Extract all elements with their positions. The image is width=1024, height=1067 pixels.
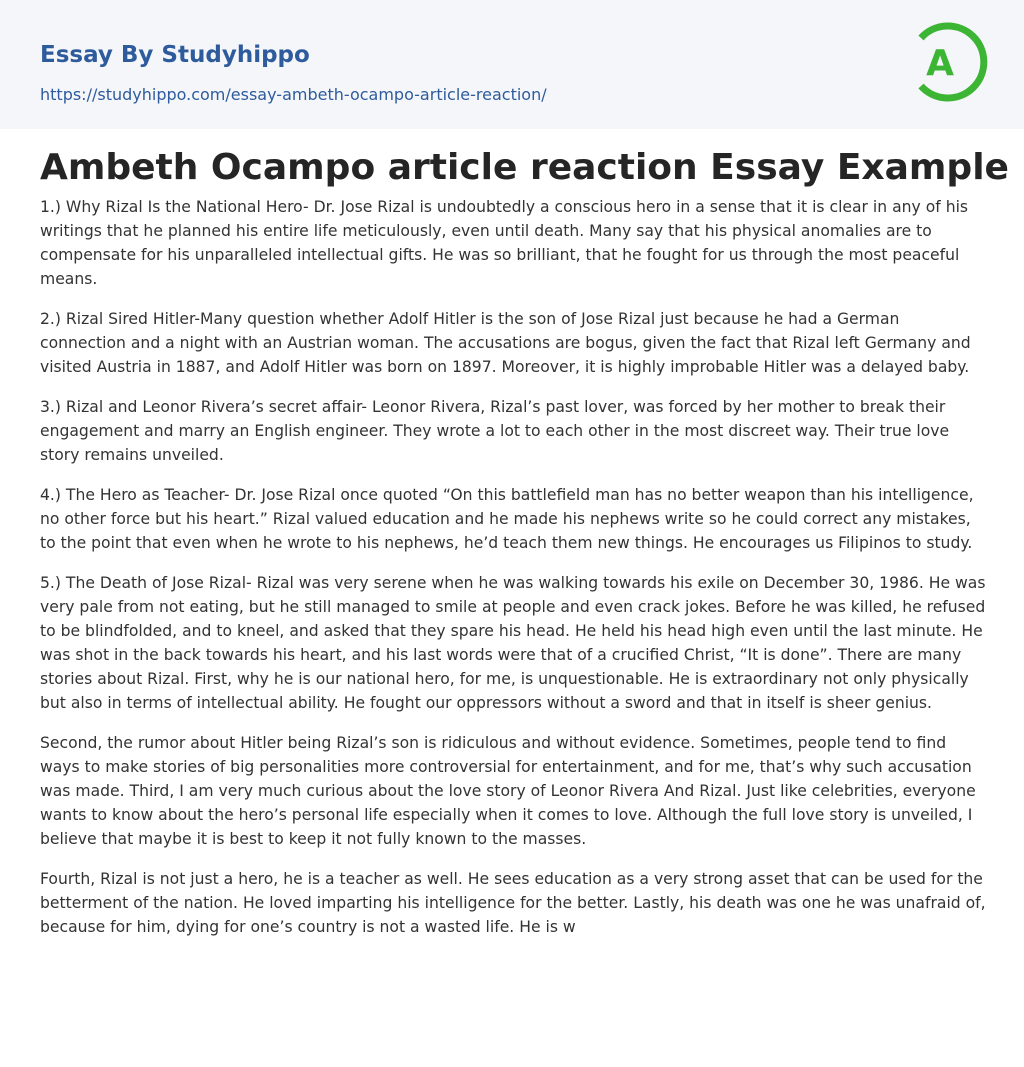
essay-paragraph: 1.) Why Rizal Is the National Hero- Dr. Jose Rizal is undoubtedly a conscious hero in a sense that it is clear in any of his writings that he planned his entire life meticulously, even until death. Many say that his physical anomalies are to compensate for his unparalleled intellectual gifts. He was so brilliant, that he fought for us through the most peaceful means.	[40, 198, 969, 288]
essay-paragraph: Fourth, Rizal is not just a hero, he is a teacher as well. He sees education as a very strong asset that can be used for the betterment of the nation. He loved imparting his intelligence for the better. Lastly, his death was one he was unafraid of, because for him, dying for one’s country is not a wasted life. He is w	[40, 870, 986, 936]
site-header	[0, 0, 1024, 129]
essay-paragraph: 5.) The Death of Jose Rizal- Rizal was very serene when he was walking towards his exile on December 30, 1986. He was very pale from not eating, but he still managed to smile at people and even crack jokes. Before he was killed, he refused to be blindfolded, and to kneel, and asked that they spare his head. He held his head high even until the last minute. He was shot in the back towards his heart, and his last words were that of a crucified Christ, “It is done”. There are many stories about Rizal. First, why he is our national hero, for me, is unquestionable. He is extraordinary not only physically but also in terms of intellectual ability. He fought our oppressors without a sword and that in itself is sheer genius.	[40, 574, 986, 712]
logo-letter: A	[926, 43, 954, 84]
essay-paragraph: Second, the rumor about Hitler being Rizal’s son is ridiculous and without evidence. Sometimes, people tend to find ways to make stories of big personalities more controversial for entertainment, and for me, that’s why such accusation was made. Third, I am very much curious about the love story of Leonor Rivera And Rizal. Just like celebrities, everyone wants to know about the hero’s personal life especially when it comes to love. Although the full love story is unveiled, I believe that maybe it is best to keep it not fully known to the masses.	[40, 734, 976, 848]
essay-paragraph: 2.) Rizal Sired Hitler-Many question whether Adolf Hitler is the son of Jose Rizal just because he had a German connection and a night with an Austrian woman. The accusations are bogus, given the fact that Rizal left Germany and visited Austria in 1887, and Adolf Hitler was born on 1897. Moreover, it is highly improbable Hitler was a delayed baby.	[40, 310, 971, 376]
logo-a-icon	[912, 19, 988, 105]
essay-body	[40, 195, 986, 955]
essay-paragraph: 3.) Rizal and Leonor Rivera’s secret affair- Leonor Rivera, Rizal’s past lover, was forced by her mother to break their engagement and marry an English engineer. They wrote a lot to each other in the most discreet way. Their true love story remains unveiled.	[40, 398, 950, 464]
studyhippo-logo[interactable]	[912, 19, 988, 105]
article-url-link[interactable]: https://studyhippo.com/essay-ambeth-ocampo-article-reaction/	[40, 85, 547, 104]
page-title: Ambeth Ocampo article reaction Essay Example	[40, 147, 1009, 188]
brand-name[interactable]: Essay By Studyhippo	[40, 42, 310, 68]
essay-paragraph: 4.) The Hero as Teacher- Dr. Jose Rizal once quoted “On this battlefield man has no better weapon than his intelligence, no other force but his heart.” Rizal valued education and he made his nephews write so he could correct any mistakes, to the point that even when he wrote to his nephews, he’d teach them new things. He encourages us Filipinos to study.	[40, 486, 974, 552]
